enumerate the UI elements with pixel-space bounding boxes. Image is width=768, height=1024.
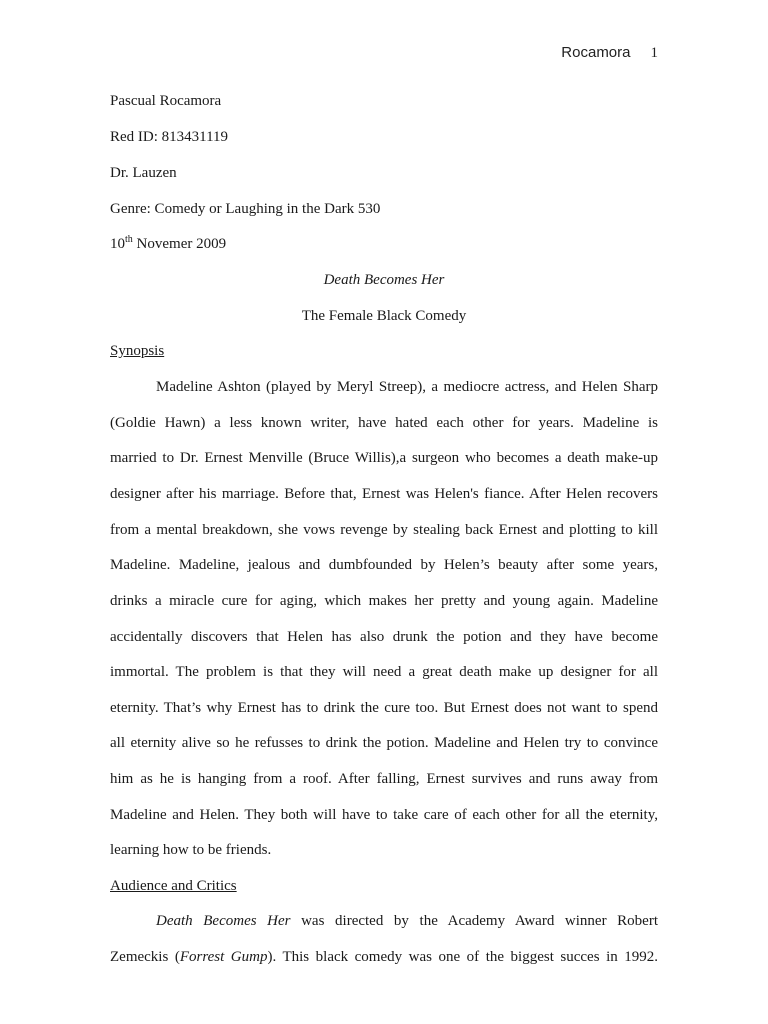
- synopsis-line: eternity. That’s why Ernest has to drink the cure too. But Ernest does not want to spend: [110, 700, 658, 716]
- synopsis-line: all eternity alive so he refusses to drink the potion. Madeline and Helen try to convince: [110, 735, 658, 751]
- synopsis-line: him as he is hanging from a roof. After falling, Ernest survives and runs away from: [110, 771, 658, 787]
- date-suffix: th: [125, 234, 133, 245]
- synopsis-line: Madeline Ashton (played by Meryl Streep), a mediocre actress, and Helen Sharp: [156, 379, 658, 395]
- synopsis-line: accidentally discovers that Helen has also drunk the potion and they have become: [110, 629, 658, 645]
- author-name: Pascual Rocamora: [110, 93, 222, 109]
- professor-name: Dr. Lauzen: [110, 165, 177, 181]
- audience-heading-row: [110, 876, 658, 896]
- audience-text: Zemeckis (: [110, 949, 180, 965]
- paper-date: [110, 234, 658, 254]
- course-name: Genre: Comedy or Laughing in the Dark 530: [110, 201, 381, 217]
- audience-line: [110, 911, 658, 931]
- synopsis-heading: Synopsis: [110, 343, 165, 359]
- header-surname: Rocamora: [561, 44, 631, 61]
- synopsis-line: designer after his marriage. Before that, Ernest was Helen's fiance. After Helen recovers: [110, 486, 658, 502]
- paper-title: Death Becomes Her: [323, 272, 445, 288]
- synopsis-line: (Goldie Hawn) a less known writer, have hated each other for years. Madeline is: [110, 415, 658, 431]
- film-title-ref: Forrest Gump: [179, 949, 268, 965]
- date-day: 10: [110, 236, 125, 252]
- synopsis-heading-row: [110, 341, 658, 361]
- page-number: 1: [650, 45, 658, 61]
- film-title-ref: Death Becomes Her: [156, 913, 291, 929]
- audience-text: ). This black comedy was one of the biggest succes in 1992.: [267, 949, 658, 965]
- red-id: Red ID: 813431119: [110, 129, 229, 145]
- synopsis-line: married to Dr. Ernest Menville (Bruce Willis),a surgeon who becomes a death make-up: [110, 450, 658, 466]
- synopsis-line: immortal. The problem is that they will need a great death make up designer for all: [110, 664, 658, 680]
- synopsis-line: learning how to be friends.: [110, 842, 272, 858]
- audience-text: was directed by the Academy Award winner Robert: [290, 913, 658, 929]
- running-header: [561, 44, 658, 62]
- date-rest: Novemer 2009: [132, 236, 227, 252]
- audience-heading: Audience and Critics: [110, 878, 237, 894]
- audience-line: [110, 947, 658, 967]
- synopsis-line: Madeline. Madeline, jealous and dumbfounded by Helen’s beauty after some years,: [110, 557, 658, 573]
- paper-subtitle: The Female Black Comedy: [301, 308, 467, 324]
- synopsis-line: drinks a miracle cure for aging, which makes her pretty and young again. Madeline: [110, 593, 658, 609]
- synopsis-line: from a mental breakdown, she vows revenge by stealing back Ernest and plotting to kill: [110, 522, 658, 538]
- synopsis-line: Madeline and Helen. They both will have to take care of each other for all the eternity,: [110, 807, 658, 823]
